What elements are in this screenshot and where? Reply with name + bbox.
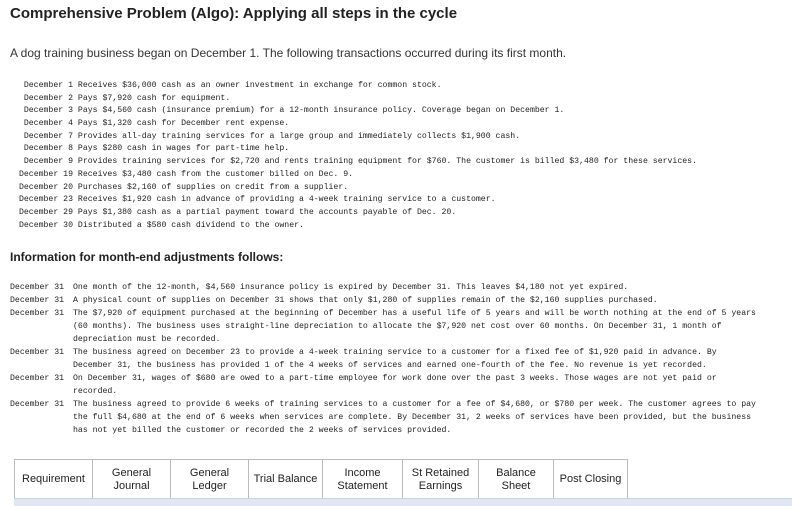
transaction-row [10,118,770,131]
transaction-date: December 23 [18,195,73,205]
transaction-date: December 20 [18,182,73,192]
tab-label: Ledger [192,479,227,492]
transaction-text: Provides training services for $2,720 and rents training equipment for $760. The customer is billed $3,480 for these services. [77,157,697,167]
transaction-row [10,220,770,233]
transaction-row [10,156,770,169]
transaction-text: Pays $280 cash in wages for part-time help. [77,144,290,154]
tab-label: Post Closing [559,473,622,485]
adjustment-text: The $7,920 of equipment purchased at the beginning of December has a useful life of 5 years and will be worth nothing at the end of 5 years (60 months). The business uses straight-line depreciation to allocate the $7,920 net cost over 60 months. On December 31, 1 month of depreciation must be recorded. [73,309,756,344]
transaction-text: Pays $1,320 cash for December rent expense. [77,119,290,129]
transaction-text: Receives $1,920 cash in advance of providing a 4-week training service to a customer. [77,195,496,205]
adjustment-text: The business agreed on December 23 to provide a 4-week training service to a customer for a fixed fee of $1,920 paid in advance. By December 31, the business has provided 1 of the 4 weeks of services and earned one-fourth of the fee. No revenue is yet recorded. [73,348,717,370]
adjustment-date: December 31 [10,283,65,292]
adjustments-heading: Information for month-end adjustments follows: [10,250,284,264]
transaction-row [10,93,770,106]
page-title: Comprehensive Problem (Algo): Applying all steps in the cycle [10,5,458,22]
tab-balance-sheet[interactable] [479,460,554,499]
tab-label: General [111,466,152,479]
transactions-list [10,80,770,232]
transaction-row [10,131,770,144]
tab-trial-balance[interactable] [249,460,323,499]
adjustment-text: The business agreed to provide 6 weeks of training services to a customer for a fee of $4,680, or $780 per week. The customer agrees to pay the full $4,680 at the end of 6 weeks when services are complete. By December 31, 2 weeks of services have been provided, but the business has not yet billed the customer or recorded the 2 weeks of services provided. [73,400,756,435]
transaction-text: Provides all-day training services for a large group and immediately collects $1,900 cash. [77,131,521,141]
adjustment-row [10,346,770,372]
tab-post-closing[interactable] [554,460,627,499]
transaction-date: December 8 [23,144,73,154]
transaction-row [10,143,770,156]
adjustment-row [10,372,770,398]
tab-label: General [189,466,230,479]
transaction-row [10,169,770,182]
transaction-date: December 7 [23,131,73,141]
adjustment-row [10,398,770,437]
tab-label: Sheet [501,479,531,492]
transaction-date: December 2 [23,93,73,103]
transaction-date: December 4 [23,119,73,129]
transaction-text: Pays $1,380 cash as a partial payment toward the accounts payable of Dec. 20. [77,207,457,217]
tab-label: St Retained [411,466,470,479]
tab-label: Trial Balance [253,473,318,485]
transaction-row [10,207,770,220]
transaction-date: December 9 [23,157,73,167]
adjustment-row [10,307,770,346]
intro-text: A dog training business began on December 1. The following transactions occurred during its first month. [10,46,567,60]
transaction-row [10,80,770,93]
transaction-date: December 3 [23,106,73,116]
transaction-date: December 30 [18,220,73,230]
tab-label: Journal [113,479,150,492]
adjustment-date: December 31 [10,296,65,305]
tab-label: Requirement [22,473,85,485]
tab-general-ledger[interactable] [171,460,249,499]
transaction-text: Receives $3,480 cash from the customer billed on Dec. 9. [77,169,354,179]
tab-income-statement[interactable] [323,460,403,499]
adjustment-text: One month of the 12-month, $4,560 insurance policy is expired by December 31. This leaves $4,180 not yet expired. [73,283,629,292]
adjustment-date: December 31 [10,374,65,383]
transaction-row [10,182,770,195]
adjustment-text: On December 31, wages of $680 are owed to a part-time employee for work done over the past 3 weeks. Those wages are not yet paid or recorded. [73,374,717,396]
transaction-row [10,194,770,207]
transaction-text: Distributed a $580 cash dividend to the owner. [77,220,304,230]
tab-general-journal[interactable] [93,460,171,499]
transaction-date: December 29 [18,207,73,217]
tab-label: Income [344,466,381,479]
adjustments-list [10,281,770,437]
tab-st-retained-earnings[interactable] [403,460,479,499]
adjustment-row [10,294,770,307]
adjustment-date: December 31 [10,309,65,318]
transaction-row [10,105,770,118]
tab-label: Earnings [418,479,463,492]
transaction-date: December 1 [23,81,73,90]
adjustment-row [10,281,770,294]
tab-label: Balance [496,466,536,479]
transaction-text: Pays $7,920 cash for equipment. [77,93,231,103]
tab-requirement[interactable] [15,460,93,499]
tab-bar [14,459,628,499]
transaction-text: Receives $36,000 cash as an owner investment in exchange for common stock. [77,81,442,90]
adjustment-text: A physical count of supplies on December 31 shows that only $1,280 of supplies remain of the $2,160 supplies purchased. [73,296,658,305]
adjustment-date: December 31 [10,348,65,357]
tab-label: Statement [337,479,388,492]
transaction-date: December 19 [18,169,73,179]
adjustment-date: December 31 [10,400,65,409]
transaction-text: Purchases $2,160 of supplies on credit from a supplier. [77,182,349,192]
transaction-text: Pays $4,560 cash (insurance premium) for a 12-month insurance policy. Coverage began on December 1. [77,106,565,116]
